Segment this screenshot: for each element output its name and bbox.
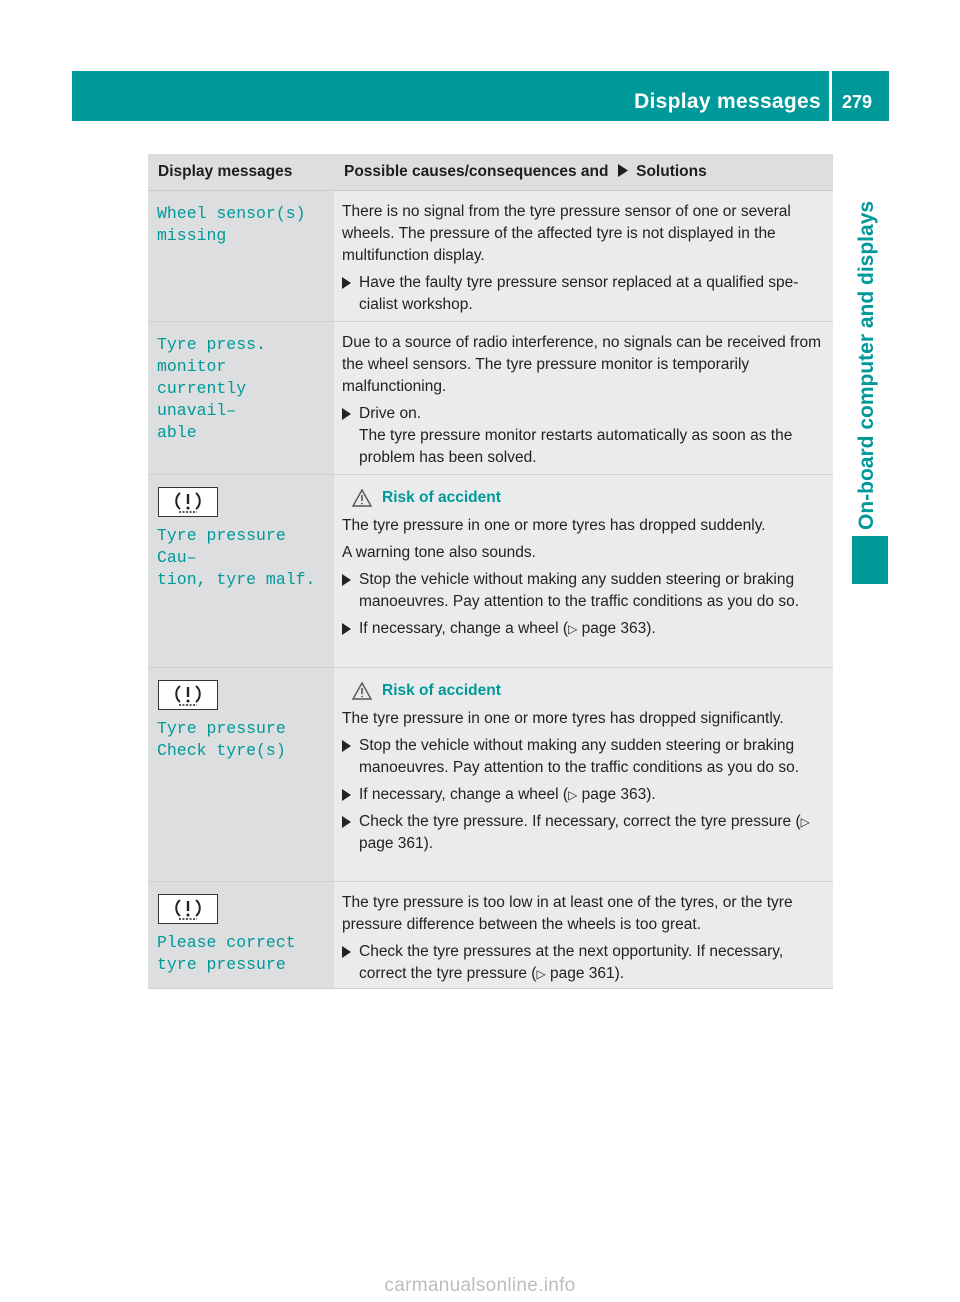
page-number: 279 — [842, 92, 873, 112]
solution-step — [342, 618, 827, 640]
step-arrow-icon — [342, 623, 351, 635]
watermark: carmanualsonline.info — [384, 1275, 576, 1296]
solution-step — [342, 272, 827, 316]
page-ref-arrow-icon: ▷ — [568, 622, 578, 636]
play-arrow-icon — [617, 164, 629, 177]
warning-notice — [342, 487, 827, 509]
solution-cell — [334, 475, 833, 667]
solution-cell — [334, 322, 833, 474]
cause-text: There is no signal from the tyre pressure sensor of one or several wheels. The pressure of the affected tyre is not displayed in the multifunction display. — [342, 203, 791, 264]
solution-step — [342, 784, 827, 806]
step-arrow-icon — [342, 816, 351, 828]
step-arrow-icon — [342, 789, 351, 801]
step-arrow-icon — [342, 277, 351, 289]
table-header — [148, 154, 833, 191]
step-arrow-icon — [342, 946, 351, 958]
solution-cell — [334, 191, 833, 321]
step-text: If necessary, change a wheel ( — [359, 786, 569, 803]
step-text: Stop the vehicle without making any sudden steering or braking manoeuvres. Pay attention to the traffic conditions as you do so. — [359, 737, 800, 776]
step-text: Check the tyre pressure. If necessary, correct the tyre pressure ( — [359, 813, 801, 830]
side-tab — [847, 150, 887, 550]
tyre-pressure-warning-icon — [158, 894, 218, 924]
step-detail: The tyre pressure monitor restarts automatically as soon as the problem has been solved. — [359, 427, 793, 466]
step-text: If necessary, change a wheel ( — [359, 620, 569, 637]
display-messages-table — [148, 154, 833, 989]
cause-text: The tyre pressure in one or more tyres has dropped significantly. — [342, 710, 784, 727]
solution-cell — [334, 882, 833, 988]
col-header-solutions — [334, 154, 707, 190]
cause-text: The tyre pressure in one or more tyres has dropped suddenly. — [342, 517, 766, 534]
page-reference-link[interactable]: page 361). — [550, 965, 625, 982]
table-row — [148, 882, 833, 989]
header-bar — [72, 71, 889, 121]
table-row — [148, 668, 833, 882]
page-reference-link[interactable]: page 361). — [359, 835, 434, 852]
warning-triangle-icon — [352, 489, 372, 507]
display-message: Wheel sensor(s) missing — [157, 204, 306, 245]
display-message: Tyre pressure Cau– tion, tyre malf. — [157, 526, 316, 589]
page-ref-arrow-icon: ▷ — [800, 815, 810, 829]
tyre-pressure-warning-icon — [158, 487, 218, 517]
col-header-messages: Display messages — [158, 163, 293, 180]
cause-text: Due to a source of radio interference, no signals can be received from the wheel sensors. The tyre pressure monitor is temporarily malfunctioning. — [342, 334, 822, 395]
message-cell — [148, 668, 334, 881]
step-arrow-icon — [342, 740, 351, 752]
page-ref-arrow-icon: ▷ — [568, 788, 578, 802]
solution-step — [342, 403, 827, 469]
side-tab-marker — [852, 536, 888, 584]
step-text: Stop the vehicle without making any sudden steering or braking manoeuvres. Pay attention to the traffic conditions as you do so. — [359, 571, 800, 610]
display-message: Please correct tyre pressure — [157, 933, 296, 974]
side-tab-label: On-board computer and displays — [855, 200, 878, 530]
col-header-prefix: Possible causes/consequences and — [344, 163, 609, 180]
col-header-suffix: Solutions — [636, 163, 707, 180]
step-text: Drive on. — [359, 405, 422, 422]
header-divider — [829, 71, 832, 121]
display-message: Tyre press. monitor currently unavail– able — [157, 335, 266, 442]
warning-triangle-icon — [352, 682, 372, 700]
warning-notice — [342, 680, 827, 702]
tyre-pressure-warning-icon — [158, 680, 218, 710]
solution-step — [342, 811, 827, 855]
solution-step — [342, 941, 827, 985]
warning-label: Risk of accident — [382, 682, 501, 699]
message-cell — [148, 882, 334, 988]
display-message: Tyre pressure Check tyre(s) — [157, 719, 286, 760]
page-reference-link[interactable]: page 363). — [581, 620, 656, 637]
section-title: Display messages — [634, 90, 821, 113]
warning-label: Risk of accident — [382, 489, 501, 506]
message-cell — [148, 475, 334, 667]
step-arrow-icon — [342, 408, 351, 420]
message-cell — [148, 322, 334, 474]
solution-step — [342, 735, 827, 779]
step-arrow-icon — [342, 574, 351, 586]
page-reference-link[interactable]: page 363). — [581, 786, 656, 803]
cause-text: A warning tone also sounds. — [342, 544, 536, 561]
table-row — [148, 322, 833, 475]
table-row — [148, 475, 833, 668]
step-text: Check the tyre pressures at the next opportunity. If necessary, correct the tyre pressure ( — [359, 943, 784, 982]
page-ref-arrow-icon: ▷ — [536, 967, 546, 981]
solution-cell — [334, 668, 833, 881]
cause-text: The tyre pressure is too low in at least one of the tyres, or the tyre pressure difference between the wheels is too great. — [342, 894, 793, 933]
solution-step — [342, 569, 827, 613]
step-text: Have the faulty tyre pressure sensor replaced at a qualified spe-cialist workshop. — [359, 274, 799, 313]
table-row — [148, 191, 833, 322]
message-cell — [148, 191, 334, 321]
